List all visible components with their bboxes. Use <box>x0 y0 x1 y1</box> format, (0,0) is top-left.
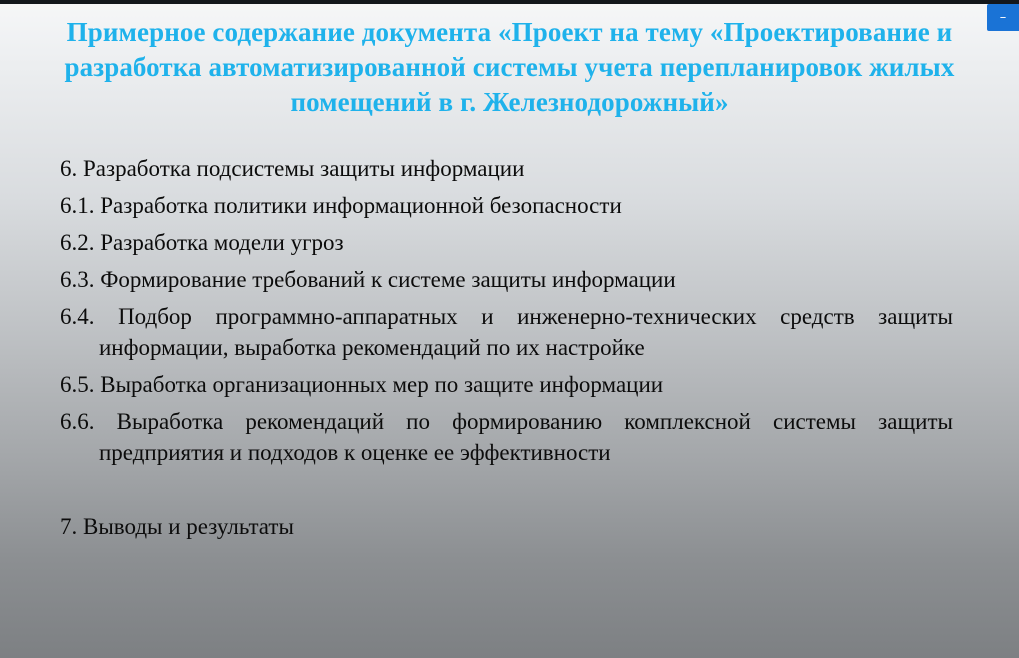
list-item-6-3: 6.3. Формирование требований к системе защиты информации <box>60 267 676 292</box>
slide-content-list <box>60 153 953 548</box>
list-item-6-4: 6.4. Подбор программно-аппаратных и инженерно-технических средств защиты информации, выработка рекомендаций по их настройке <box>60 304 953 360</box>
list-item-6-5: 6.5. Выработка организационных мер по защите информации <box>60 372 664 397</box>
list-item-section-6: 6. Разработка подсистемы защиты информации <box>60 156 525 181</box>
list-item-6-6: 6.6. Выработка рекомендаций по формированию комплексной системы защиты предприятия и подходов к оценке ее эффективности <box>60 409 953 465</box>
list-spacer <box>60 474 953 511</box>
top-window-strip <box>0 0 1019 4</box>
list-item-6-2: 6.2. Разработка модели угроз <box>60 230 344 255</box>
slide-title: Примерное содержание документа «Проект на тему «Проектирование и разработка автоматизированной системы учета перепланировок жилых помещений в г. Железнодорожный» <box>64 17 955 117</box>
list-item-6-1: 6.1. Разработка политики информационной безопасности <box>60 193 622 218</box>
minimize-button[interactable]: – <box>987 4 1019 31</box>
list-item-section-7: 7. Выводы и результаты <box>60 514 294 539</box>
